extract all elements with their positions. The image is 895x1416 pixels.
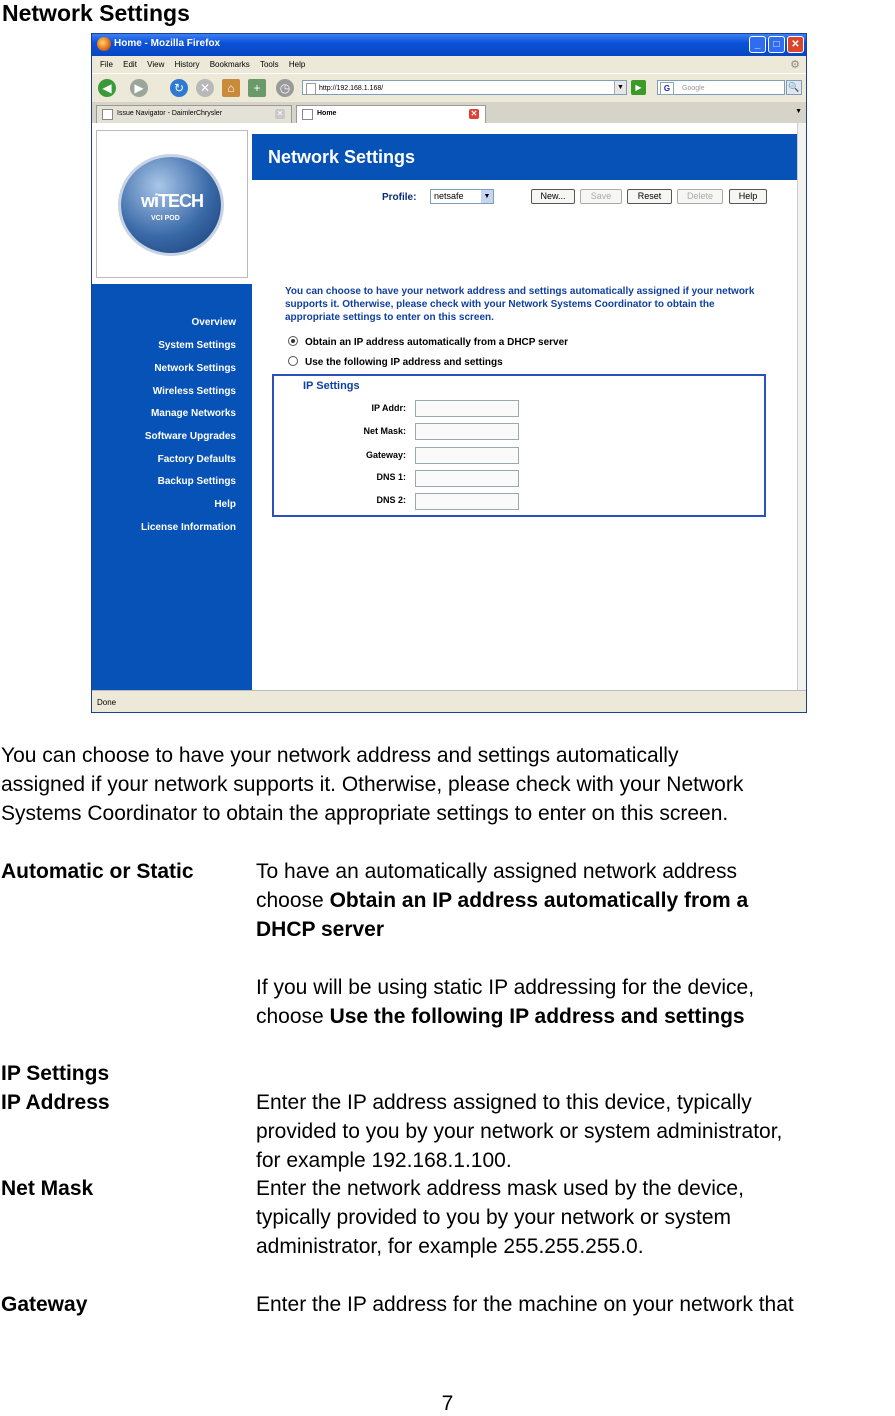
delete-button[interactable]: Delete <box>677 189 723 204</box>
ip-desc-line-1: Enter the IP address assigned to this device, typically <box>256 1091 752 1114</box>
forward-arrow-icon[interactable]: ▶ <box>130 79 148 97</box>
chevron-down-icon: ▼ <box>481 190 493 203</box>
sidebar-item-network-settings[interactable]: Network Settings <box>154 363 236 374</box>
net-mask-input[interactable] <box>415 423 519 440</box>
menu-help[interactable]: Help <box>288 60 306 69</box>
radio-static[interactable] <box>288 356 298 366</box>
ip-desc-line-3: for example 192.168.1.100. <box>256 1149 512 1172</box>
minimize-button[interactable]: _ <box>749 36 766 53</box>
page-number: 7 <box>441 1392 454 1415</box>
search-input[interactable]: G Google <box>657 80 785 95</box>
static-desc-line-2: choose Use the following IP address and settings <box>256 1005 745 1028</box>
sidebar-item-overview[interactable]: Overview <box>191 317 236 328</box>
close-tab-icon[interactable]: ✕ <box>470 109 478 118</box>
tab-list-dropdown-icon[interactable]: ▼ <box>795 108 802 115</box>
profile-select[interactable]: netsafe ▼ <box>430 189 494 204</box>
mask-desc-line-2: typically provided to you by your network or system <box>256 1206 732 1229</box>
profile-toolbar <box>252 189 800 207</box>
go-button[interactable]: ▶ <box>631 80 646 95</box>
document-title: Network Settings <box>2 0 190 26</box>
firefox-icon <box>97 37 111 51</box>
reload-icon[interactable]: ↻ <box>170 79 188 97</box>
page-content <box>92 123 800 690</box>
history-clock-icon[interactable]: ◷ <box>276 79 294 97</box>
term-automatic-or-static: Automatic or Static <box>1 860 194 883</box>
tab-page-icon <box>302 109 313 120</box>
status-text: Done <box>97 698 117 707</box>
sidebar-nav <box>92 284 252 690</box>
dns1-label: DNS 1: <box>376 472 406 482</box>
sidebar-item-backup-settings[interactable]: Backup Settings <box>157 476 236 487</box>
ip-addr-input[interactable] <box>415 400 519 417</box>
dns2-label: DNS 2: <box>376 495 406 505</box>
mask-desc-line-3: administrator, for example 255.255.255.0. <box>256 1235 644 1258</box>
page-heading-bar <box>252 134 800 180</box>
body-intro-line-1: You can choose to have your network address and settings automatically <box>1 744 679 767</box>
tab-page-icon <box>102 109 113 120</box>
logo-panel <box>96 130 248 278</box>
window-titlebar <box>92 34 806 56</box>
url-dropdown-icon[interactable]: ▼ <box>614 81 626 94</box>
tab-issue-navigator[interactable]: Issue Navigator - DaimlerChrysler ✕ <box>96 105 292 123</box>
gateway-label: Gateway: <box>365 450 406 460</box>
save-button[interactable]: Save <box>580 189 622 204</box>
tab-bar <box>92 102 806 124</box>
radio-dhcp-row[interactable]: Obtain an IP address automatically from a DHCP server <box>288 336 568 348</box>
sidebar-item-license-information[interactable]: License Information <box>140 522 236 533</box>
gear-icon: ⚙ <box>790 59 800 71</box>
menu-tools[interactable]: Tools <box>259 60 279 69</box>
browser-screenshot <box>91 33 807 713</box>
radio-dhcp[interactable] <box>288 336 298 346</box>
auto-desc-line-3: DHCP server <box>256 918 385 941</box>
menu-bar <box>92 56 806 73</box>
close-tab-icon[interactable]: ✕ <box>276 109 284 118</box>
search-icon[interactable]: 🔍 <box>786 80 802 95</box>
intro-text: You can choose to have your network address and settings automatically assigned if your network supports it. Otherwise, please check with your Network Systems Coordinator to obtain the appropriate settings to enter on this screen. <box>285 286 755 323</box>
menu-file[interactable]: File <box>100 60 113 69</box>
dns2-input[interactable] <box>415 493 519 510</box>
ip-settings-legend: IP Settings <box>303 380 360 392</box>
menu-view[interactable]: View <box>147 60 165 69</box>
sidebar-item-help[interactable]: Help <box>214 499 236 510</box>
sidebar-item-system-settings[interactable]: System Settings <box>158 340 236 351</box>
term-net-mask: Net Mask <box>1 1177 94 1200</box>
ip-desc-line-2: provided to you by your network or system administrator, <box>256 1120 783 1143</box>
tab-home[interactable]: Home ✕ <box>296 105 486 123</box>
maximize-button[interactable]: □ <box>768 36 785 53</box>
ip-settings-group <box>272 374 766 517</box>
status-bar <box>92 690 806 713</box>
close-window-button[interactable]: ✕ <box>787 36 804 53</box>
page-heading: Network Settings <box>268 147 416 167</box>
page-icon <box>306 83 316 95</box>
gateway-input[interactable] <box>415 447 519 464</box>
navigation-toolbar <box>92 73 806 102</box>
stop-icon[interactable]: ✕ <box>196 79 214 97</box>
term-gateway: Gateway <box>1 1293 88 1316</box>
net-mask-label: Net Mask: <box>363 426 406 436</box>
google-icon: G <box>660 82 674 95</box>
sidebar-item-software-upgrades[interactable]: Software Upgrades <box>144 431 236 442</box>
ip-addr-label: IP Addr: <box>371 403 406 413</box>
auto-desc-line-2: choose Obtain an IP address automatically from a <box>256 889 749 912</box>
back-arrow-icon[interactable]: ◀ <box>98 79 116 97</box>
static-desc-line-1: If you will be using static IP addressing for the device, <box>256 976 755 999</box>
mask-desc-line-1: Enter the network address mask used by the device, <box>256 1177 744 1200</box>
home-icon[interactable]: ⌂ <box>222 79 240 97</box>
radio-static-row[interactable]: Use the following IP address and settings <box>288 356 503 368</box>
sidebar-item-factory-defaults[interactable]: Factory Defaults <box>157 454 236 465</box>
scrollbar[interactable] <box>797 123 806 690</box>
menu-history[interactable]: History <box>174 60 200 69</box>
bookmark-add-icon[interactable]: + <box>248 79 266 97</box>
profile-label: Profile: <box>382 192 417 203</box>
help-button[interactable]: Help <box>729 189 767 204</box>
gateway-desc-line-1: Enter the IP address for the machine on your network that <box>256 1293 794 1316</box>
sidebar-item-manage-networks[interactable]: Manage Networks <box>150 408 236 419</box>
ip-settings-heading: IP Settings <box>1 1062 110 1085</box>
body-intro-line-2: assigned if your network supports it. Otherwise, please check with your Network <box>1 773 744 796</box>
reset-button[interactable]: Reset <box>627 189 672 204</box>
auto-desc-line-1: To have an automatically assigned network address <box>256 860 737 883</box>
body-intro-line-3: Systems Coordinator to obtain the appropriate settings to enter on this screen. <box>1 802 729 825</box>
url-input[interactable]: http://192.168.1.168/ ▼ <box>302 80 627 95</box>
new-button[interactable]: New... <box>531 189 575 204</box>
window-title: Home - Mozilla Firefox <box>114 38 221 49</box>
sidebar-item-wireless-settings[interactable]: Wireless Settings <box>152 386 236 397</box>
dns1-input[interactable] <box>415 470 519 487</box>
witech-logo: wiTECH VCI POD <box>121 157 221 253</box>
menu-edit[interactable]: Edit <box>123 60 137 69</box>
menu-bookmarks[interactable]: Bookmarks <box>209 60 250 69</box>
term-ip-address: IP Address <box>1 1091 110 1114</box>
